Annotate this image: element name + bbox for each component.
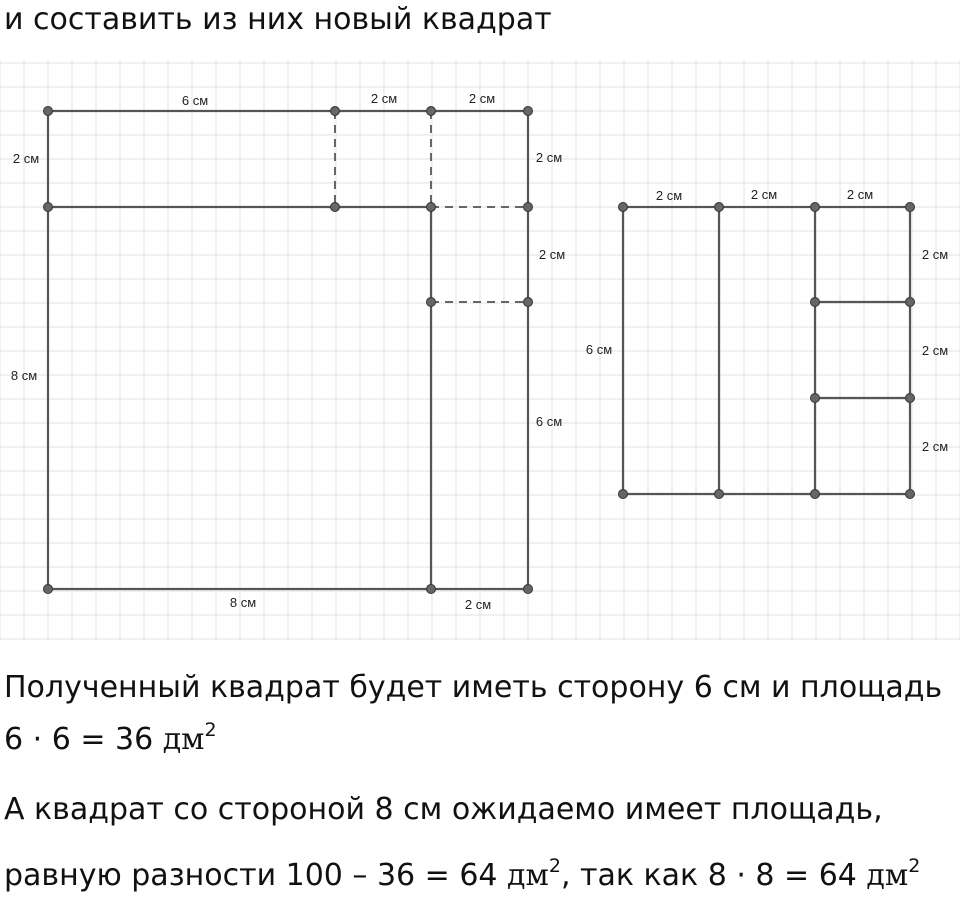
vertex [331, 203, 340, 212]
vertices [44, 107, 915, 594]
paragraph1-line1: Полученный квадрат будет иметь сторону 6 см и площадь [4, 670, 943, 705]
geometry-figure [0, 60, 960, 640]
heading: и составить из них новый квадрат [4, 2, 552, 37]
label-left-side-8: 8 см [10, 368, 38, 383]
line2-middle: , так как 8 · 8 = 64 [560, 858, 867, 893]
label-rs-right-2c: 2 см [921, 439, 949, 454]
label-left-top-2a: 2 см [370, 91, 398, 106]
vertex [427, 585, 436, 594]
vertex [44, 585, 53, 594]
label-rs-top-2b: 2 см [750, 187, 778, 202]
vertex [427, 203, 436, 212]
vertex [331, 107, 340, 116]
vertex [811, 298, 820, 307]
label-bottom-8: 8 см [229, 595, 257, 610]
label-left-top-2b: 2 см [468, 91, 496, 106]
label-bottom-2: 2 см [464, 597, 492, 612]
vertex [44, 107, 53, 116]
label-left-top-6: 6 см [181, 93, 209, 108]
unit-dm: дм [507, 858, 549, 893]
vertex [715, 203, 724, 212]
formula-text: 6 · 6 = 36 [4, 722, 163, 757]
vertex [811, 394, 820, 403]
vertex [619, 490, 628, 499]
label-left-side-2: 2 см [12, 151, 40, 166]
vertex [427, 107, 436, 116]
line2-prefix: равную разности 100 – 36 = 64 [4, 858, 508, 893]
label-right-side-2a: 2 см [535, 150, 563, 165]
label-rs-left-6: 6 см [585, 342, 613, 357]
power: 2 [204, 719, 217, 741]
power: 2 [908, 855, 921, 877]
vertex [44, 203, 53, 212]
vertex [427, 298, 436, 307]
vertex [619, 203, 628, 212]
label-rs-top-2a: 2 см [655, 188, 683, 203]
vertex [524, 585, 533, 594]
vertex [715, 490, 724, 499]
vertex [524, 298, 533, 307]
paragraph1-formula [4, 719, 217, 758]
vertex [906, 490, 915, 499]
unit-dm: дм [866, 858, 909, 893]
vertex [811, 203, 820, 212]
vertex [524, 203, 533, 212]
paragraph2-line1: А квадрат со стороной 8 см ожидаемо имеет площадь, [4, 792, 883, 827]
power: 2 [548, 855, 561, 877]
label-rs-right-2a: 2 см [921, 247, 949, 262]
vertex [524, 107, 533, 116]
vertex [906, 203, 915, 212]
label-right-side-6: 6 см [535, 414, 563, 429]
unit-dm: дм [162, 722, 205, 757]
vertex [906, 298, 915, 307]
vertex [906, 394, 915, 403]
paragraph2-line2 [4, 855, 921, 894]
label-right-side-2b: 2 см [538, 247, 566, 262]
vertex [811, 490, 820, 499]
label-rs-top-2c: 2 см [846, 187, 874, 202]
label-rs-right-2b: 2 см [921, 343, 949, 358]
